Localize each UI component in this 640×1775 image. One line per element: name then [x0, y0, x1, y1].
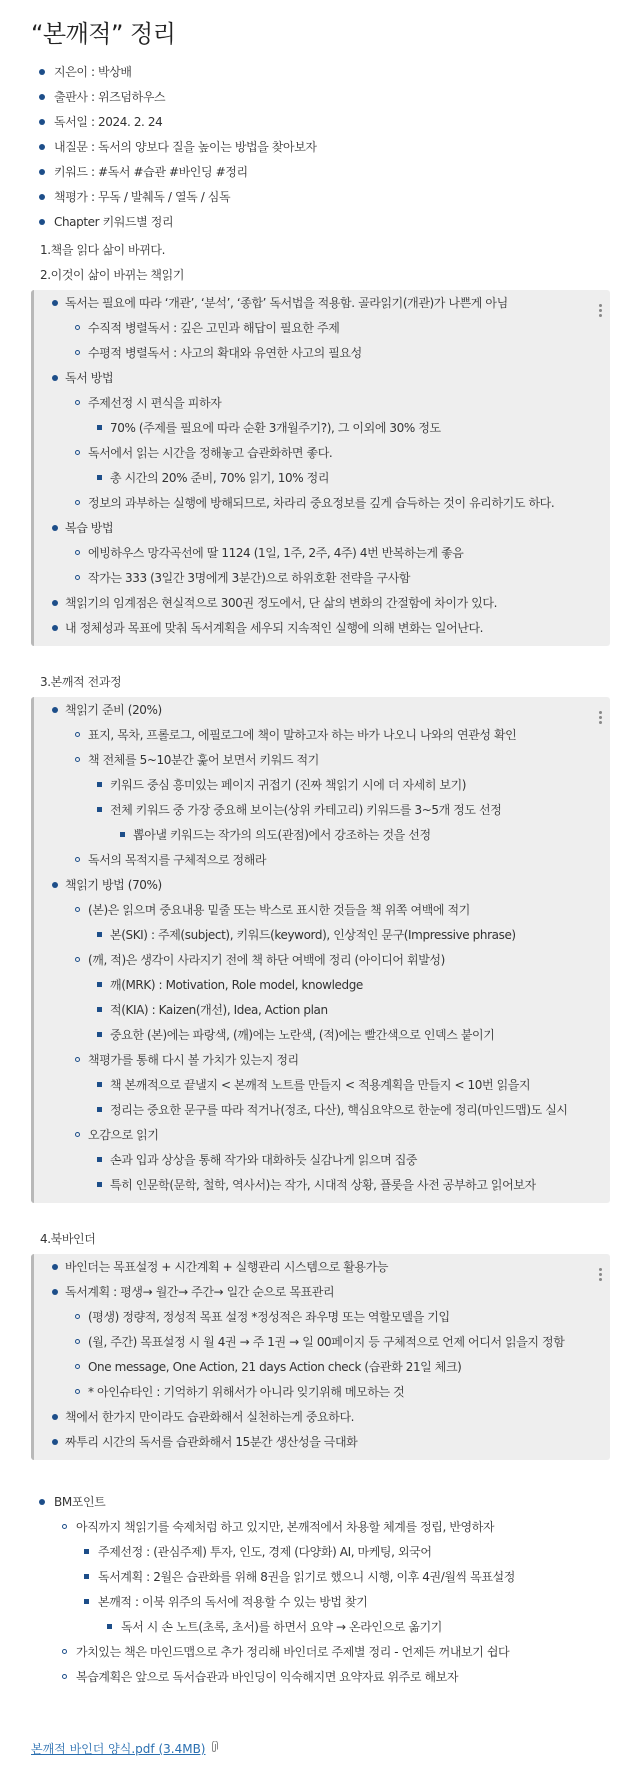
bullet-circle-icon	[75, 1389, 80, 1394]
bullet-circle-icon	[75, 325, 80, 330]
paperclip-icon	[210, 1741, 218, 1756]
bullet-circle-icon	[75, 400, 80, 405]
bullet-circle-icon	[75, 907, 80, 912]
bullet-circle-icon	[75, 757, 80, 762]
bullet-circle-icon	[75, 1314, 80, 1319]
bullet-square-icon	[97, 425, 102, 430]
bullet-disc-icon	[39, 144, 45, 150]
bullet-disc-icon	[39, 219, 45, 225]
bullet-square-icon	[97, 807, 102, 812]
page-title: “본깨적” 정리	[31, 20, 176, 48]
bullet-disc-icon	[52, 625, 58, 631]
bullet-circle-icon	[75, 857, 80, 862]
document-page: “본깨적” 정리 지은이 : 박상배 출판사 : 위즈덤하우스 독서일 : 2024. 2. 24 내질문 : 독서의 양보다 질을 높이는 방법을 찾아보자 키워드 : #독서 #습관 #바인딩 #정리 책평가 : 무독 / 발췌독 / 열독 / 심독 Chapter 키워드별 정리 1.책을 읽다 삶이 바뀌다. 2.이것이 삶이 바뀌는 책읽기 독서는 필요에 따라 ‘개관’, ‘분석’, ‘종합’ 독서법을 적용함. 골라읽기(개관)가 나쁜게 아님 수직적 병렬독서 : 깊은 고민과 해답이 필요한 주제 수평적 병렬독서 : 사고의 확대와 유연한 사고의 필요성 독서 방법 주제선정 시 편식을 피하자 70% (주제를 필요에 따라 순환 3개월주기?), 그 이외에 30% 정도 독서에서 읽는 시간을 정해놓고 습관화하면 좋다. 총 시간의 20% 준비, 70% 읽기, 10% 정리 정보의 과부하는 실행에 방해되므로, 차라리 중요정보를 깊게 습득하는 것이 유리하기도 하다. 복습 방법 에빙하우스 망각곡선에 딸 1124 (1일, 1주, 2주, 4주) 4번 반복하는게 좋음 작가는 333 (3일간 3명에게 3분간)으로 하위호환 전략을 구사함 책읽기의 임계점은 현실적으로 300권 정도에서, 단 삶의 변화의 간절함에 차이가 있다. 내 정체성과 목표에 맞춰 독서계획을 세우되 지속적인 실행에 의해 변화는 일어난다. 3.본깨적 전과정 책읽기 준비 (20%) 표지, 목차, 프롤로그, 에필로그에 책이 말하고자 하는 바가 나오니 나와의 연관성 확인 책 전체를 5~10분간 훑어 보면서 키워드 적기 키워드 중심 흥미있는 페이지 귀접기 (진짜 책읽기 시에 더 자세히 보기) 전체 키워드 중 가장 중요해 보이는(상위 카테고리) 키워드를 3~5개 정도 선정 뽑아낼 키워드는 작가의 의도(관점)에서 강조하는 것을 선정 독서의 목적지를 구체적으로 정해라 책읽기 방법 (70%) (본)은 읽으며 중요내용 밑줄 또는 박스로 표시한 것들을 책 위쪽 여백에 적기 본(SKI) : 주제(subject), 키워드(keyword), 인상적인 문구(Impressive phrase) (깨, 적)은 생각이 사라지기 전에 책 하단 여백에 정리 (아이디어 휘발성) 깨(MRK) : Motivation, Role model, knowledge 적(KIA) : Kaizen(개선), Idea, Action plan 중요한 (본)에는 파랑색, (깨)에는 노란색, (적)에는 빨간색으로 인덱스 붙이기 책평가를 통해 다시 볼 가치가 있는지 정리 책 본깨적으로 끝낼지 < 본깨적 노트를 만들지 < 적용계획을 만들지 < 10번 읽을지 정리는 중요한 문구를 따라 적거나(정조, 다산), 핵심요약으로 한눈에 정리(마인드맵)도 실시 오감으로 읽기 손과 입과 상상을 통해 작가와 대화하듯 실감나게 읽으며 집중 특히 인문학(문학, 철학, 역사서)는 작가, 시대적 상황, 플롯을 사전 공부하고 읽어보자 4.북바인더 바인더는 목표설정 + 시간계획 + 실행관리 시스템으로 활용가능 독서계획 : 평생→ 월간→ 주간→ 일간 순으로 목표관리 (평생) 정량적, 정성적 목표 설정 *정성적은 좌우명 또는 역할모델을 기입 (월, 주간) 목표설정 시 월 4권 → 주 1권 → 일 00페이지 등 구체적으로 언제 어디서 읽을지 정함 One message, One Action, 21 days Action check (습관화 21일 체크) * 아인슈타인 : 기억하기 위해서가 아니라 잊기위해 메모하는 것 책에서 한가지 만이라도 습관화해서 실천하는게 중요하다. 짜투리 시간의 독서를 습관화해서 15분간 생산성을 극대화 BM포인트 아직까지 책읽기를 숙제처럼 하고 있지만, 본깨적에서 차용할 체계를 정립, 반영하자 주제선정 : (관심주제) 투자, 인도, 경제 (다양화) AI, 마케팅, 외국어 독서계획 : 2월은 습관화를 위해 8권을 읽기로 했으니 시행, 이후 4권/월씩 목표설정 본깨적 : 이북 위주의 독서에 적용할 수 있는 방법 찾기 독서 시 손 노트(초록, 초서)를 하면서 요약 → 온라인으로 옮기기 가치있는 책은 마인드맵으로 추가 정리해 바인더로 주제별 정리 - 언제든 꺼내보기 쉽다 복습계획은 앞으로 독서습관과 바인딩이 익숙해지면 요약자료 위주로 해보자 본깨적 바인더 양식.pdf (3.4MB)	[0, 0, 640, 1775]
bullet-circle-icon	[75, 957, 80, 962]
bullet-square-icon	[120, 832, 125, 837]
bullet-disc-icon	[39, 169, 45, 175]
bullet-circle-icon	[75, 350, 80, 355]
bullet-square-icon	[84, 1574, 89, 1579]
bullet-disc-icon	[52, 375, 58, 381]
bullet-disc-icon	[39, 194, 45, 200]
section-heading-1: 1.책을 읽다 삶이 바뀌다.	[40, 243, 166, 257]
bullet-disc-icon	[39, 94, 45, 100]
bullet-square-icon	[97, 982, 102, 987]
bullet-square-icon	[97, 1107, 102, 1112]
bullet-square-icon	[97, 932, 102, 937]
bullet-circle-icon	[75, 1339, 80, 1344]
bullet-circle-icon	[75, 1057, 80, 1062]
more-options-icon[interactable]	[599, 1268, 602, 1283]
bullet-square-icon	[97, 1082, 102, 1087]
bullet-circle-icon	[75, 732, 80, 737]
bullet-disc-icon	[52, 300, 58, 306]
bullet-circle-icon	[62, 1649, 67, 1654]
section-heading-2: 2.이것이 삶이 바뀌는 책읽기	[40, 268, 185, 282]
bullet-square-icon	[107, 1624, 112, 1629]
bullet-circle-icon	[62, 1524, 67, 1529]
bullet-circle-icon	[75, 575, 80, 580]
more-options-icon[interactable]	[599, 711, 602, 726]
bullet-circle-icon	[75, 1364, 80, 1369]
bullet-square-icon	[97, 475, 102, 480]
bullet-disc-icon	[39, 1499, 45, 1505]
bullet-circle-icon	[75, 500, 80, 505]
bullet-circle-icon	[62, 1674, 67, 1679]
bullet-square-icon	[84, 1549, 89, 1554]
bullet-disc-icon	[52, 1414, 58, 1420]
attachment-row	[31, 1740, 218, 1757]
bullet-circle-icon	[75, 450, 80, 455]
bullet-circle-icon	[75, 1132, 80, 1137]
bullet-square-icon	[84, 1599, 89, 1604]
attachment-link[interactable]: 본깨적 바인더 양식.pdf (3.4MB)	[31, 1742, 206, 1756]
bullet-disc-icon	[52, 1439, 58, 1445]
bullet-square-icon	[97, 1007, 102, 1012]
bullet-square-icon	[97, 1032, 102, 1037]
more-options-icon[interactable]	[599, 304, 602, 319]
bullet-disc-icon	[52, 882, 58, 888]
bullet-disc-icon	[39, 69, 45, 75]
bullet-disc-icon	[52, 1289, 58, 1295]
section-heading-4: 4.북바인더	[40, 1232, 96, 1246]
bullet-disc-icon	[52, 525, 58, 531]
bullet-square-icon	[97, 782, 102, 787]
bullet-disc-icon	[52, 600, 58, 606]
bullet-square-icon	[97, 1182, 102, 1187]
bullet-disc-icon	[52, 1264, 58, 1270]
section-heading-3: 3.본깨적 전과정	[40, 675, 122, 689]
bullet-disc-icon	[52, 707, 58, 713]
bullet-square-icon	[97, 1157, 102, 1162]
bullet-circle-icon	[75, 550, 80, 555]
bullet-disc-icon	[39, 119, 45, 125]
